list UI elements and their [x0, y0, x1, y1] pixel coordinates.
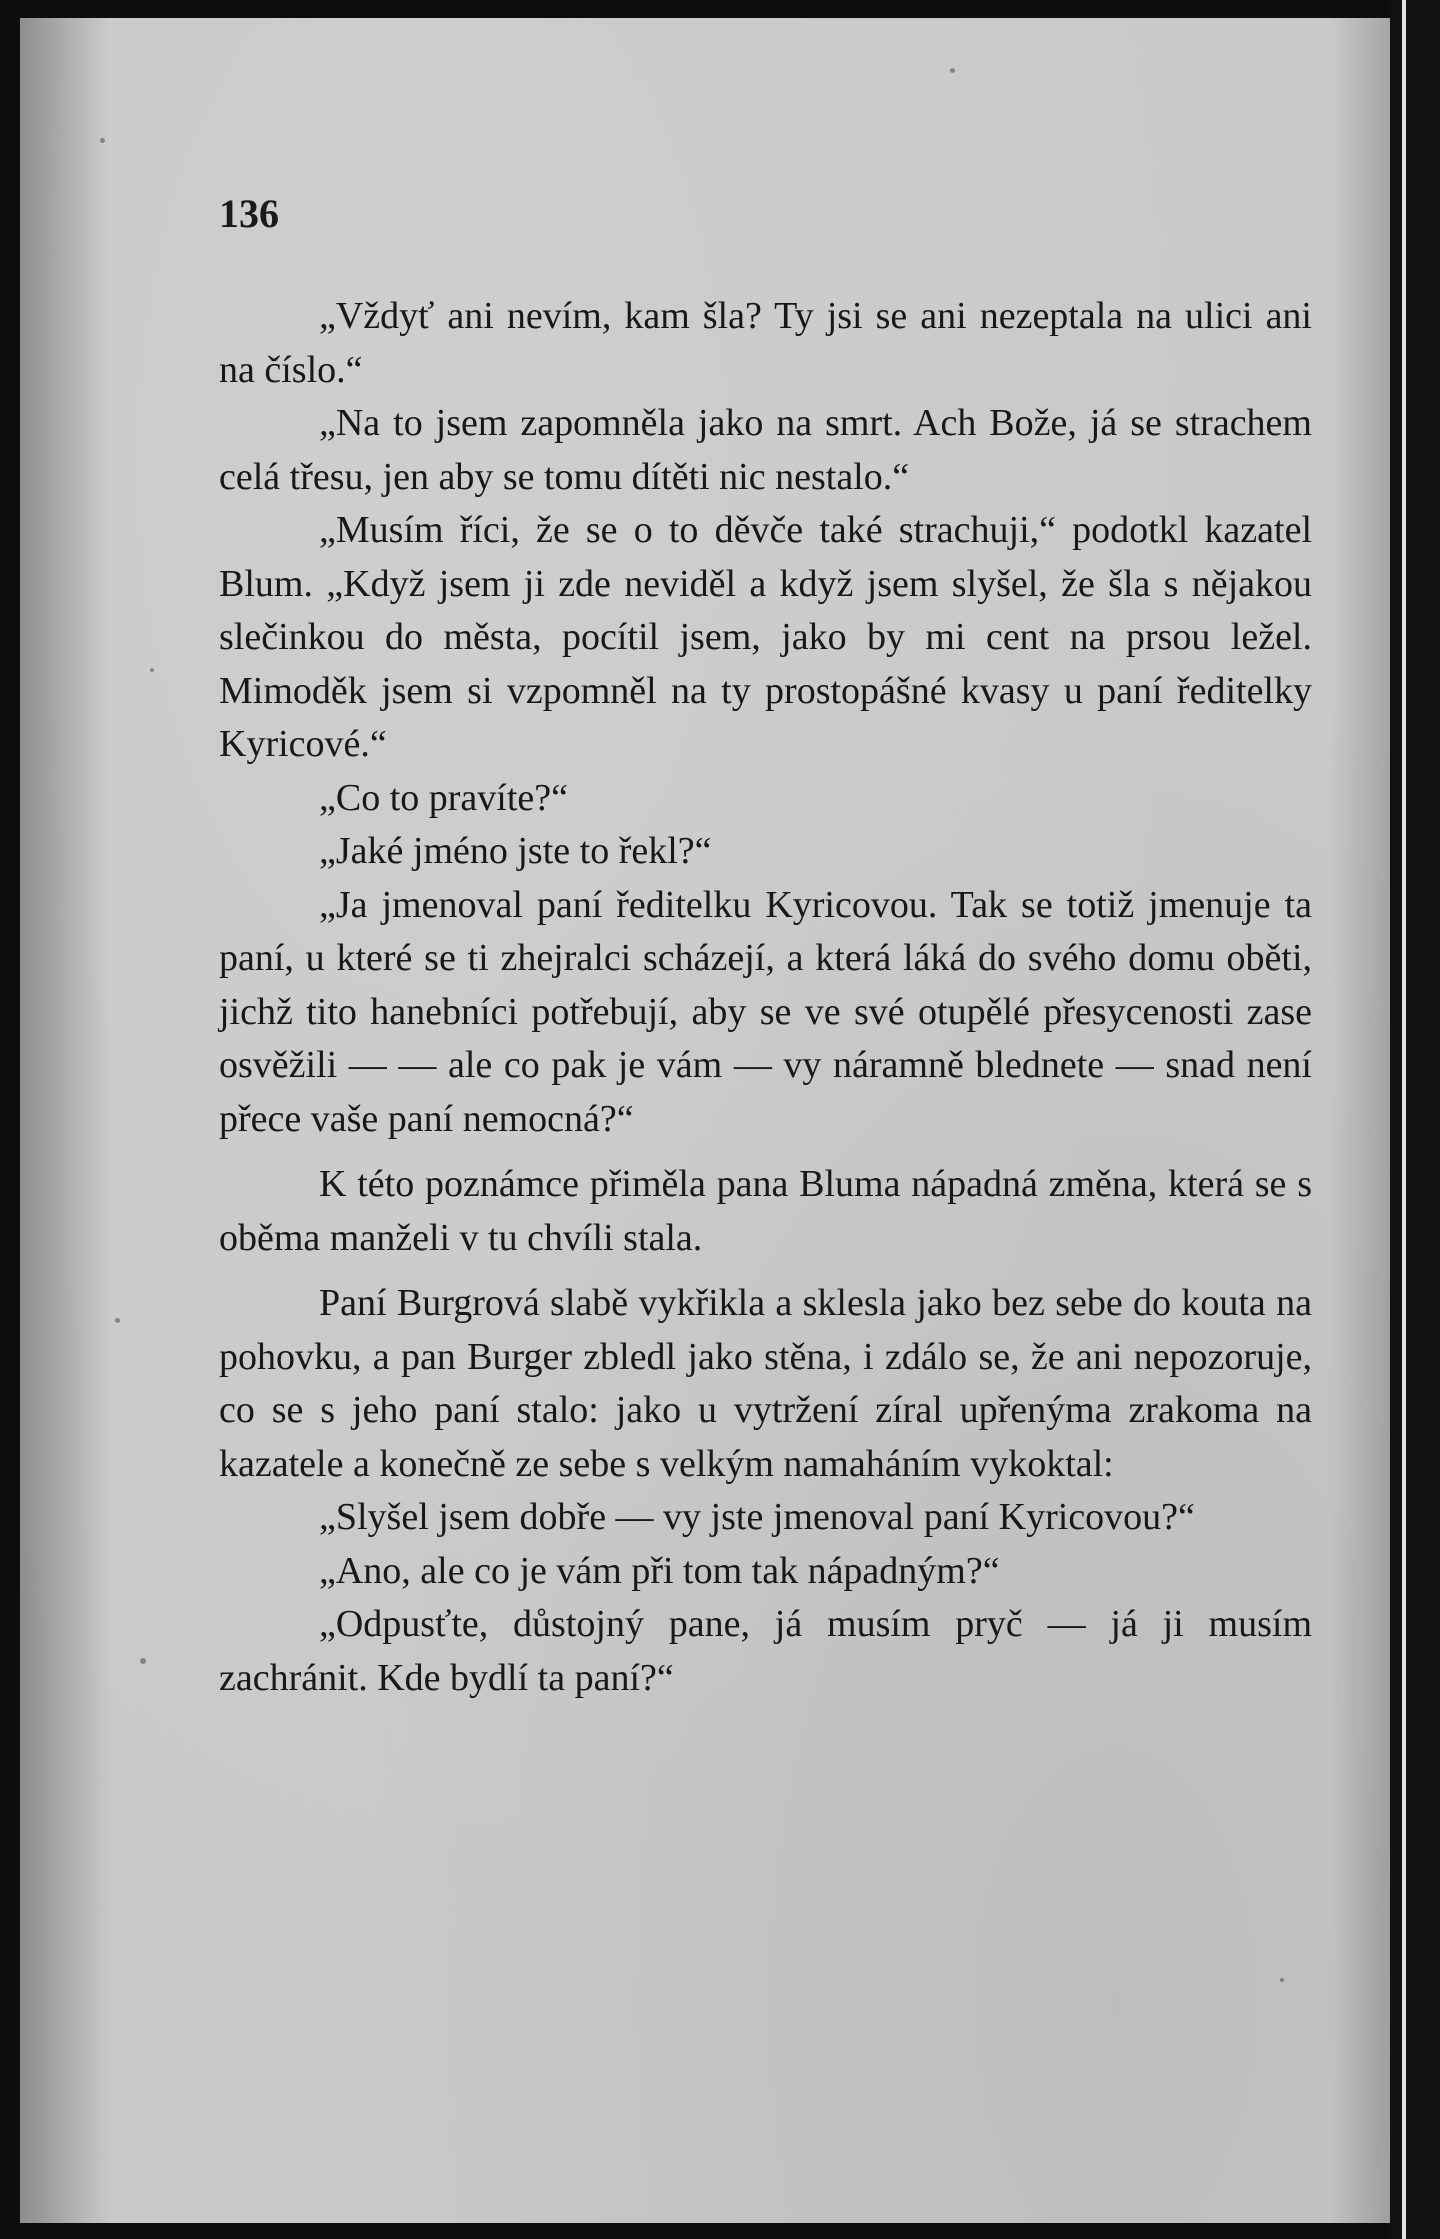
- paragraph: „Odpusťte, důstojný pane, já musím pryč — já ji musím zachránit. Kde bydlí ta paní?“: [219, 1603, 1312, 1699]
- paragraph: „Slyšel jsem dobře — vy jste jmenoval paní Kyricovou?“: [319, 1496, 1195, 1538]
- print-speck: [140, 1658, 146, 1664]
- paragraph: „Ano, ale co je vám při tom tak nápadným?“: [319, 1549, 1000, 1592]
- body-text: [219, 290, 1312, 1705]
- print-speck: [115, 1318, 120, 1323]
- paragraph: „Vždyť ani nevím, kam šla? Ty jsi se ani nezeptala na ulici ani na číslo.“: [219, 295, 1312, 391]
- print-speck: [100, 138, 105, 143]
- print-speck: [1280, 1978, 1284, 1982]
- paragraph: „Ja jmenoval paní ředitelku Kyricovou. Tak se totiž jmenuje ta paní, u které se ti zhejralci scházejí, a která láká do svého domu oběti, jichž tito hanebníci potřebují, aby se ve své otupělé přesycenosti zase osvěžili — — ale co pak je vám — vy náramně blednete — snad není přece vaše paní nemocná?“: [219, 883, 1312, 1140]
- paragraph: „Jaké jméno jste to řekl?“: [319, 830, 712, 872]
- paragraph: K této poznámce přiměla pana Bluma nápadná změna, která se s oběma manželi v tu chvíli stala.: [219, 1163, 1312, 1259]
- page-edge-line: [1402, 0, 1406, 2239]
- page-number: 136: [219, 191, 279, 236]
- paragraph: „Musím říci, že se o to děvče také strachuji,“ podotkl kazatel Blum. „Když jsem ji zde neviděl a když jsem slyšel, že šla s nějakou slečinkou do města, pocítil jsem, jako by mi cent na prsou ležel. Mimoděk jsem si vzpomněl na ty prostopášné kvasy u paní ředitelky Kyricové.“: [219, 509, 1312, 765]
- paragraph: „Co to pravíte?“: [319, 776, 569, 819]
- paragraph: „Na to jsem zapomněla jako na smrt. Ach Bože, já se strachem celá třesu, jen aby se tomu dítěti nic nestalo.“: [219, 402, 1312, 498]
- book-spine-edge: [1390, 0, 1440, 2239]
- print-speck: [150, 668, 154, 672]
- paragraph: Paní Burgrová slabě vykřikla a sklesla jako bez sebe do kouta na pohovku, a pan Burger zbledl jako stěna, i zdálo se, že ani nepozoruje, co se s jeho paní stalo: jako u vytržení zíral upřenýma zrakoma na kazatele a konečně ze sebe s velkým namaháním vykoktal:: [219, 1282, 1312, 1485]
- print-speck: [950, 68, 955, 73]
